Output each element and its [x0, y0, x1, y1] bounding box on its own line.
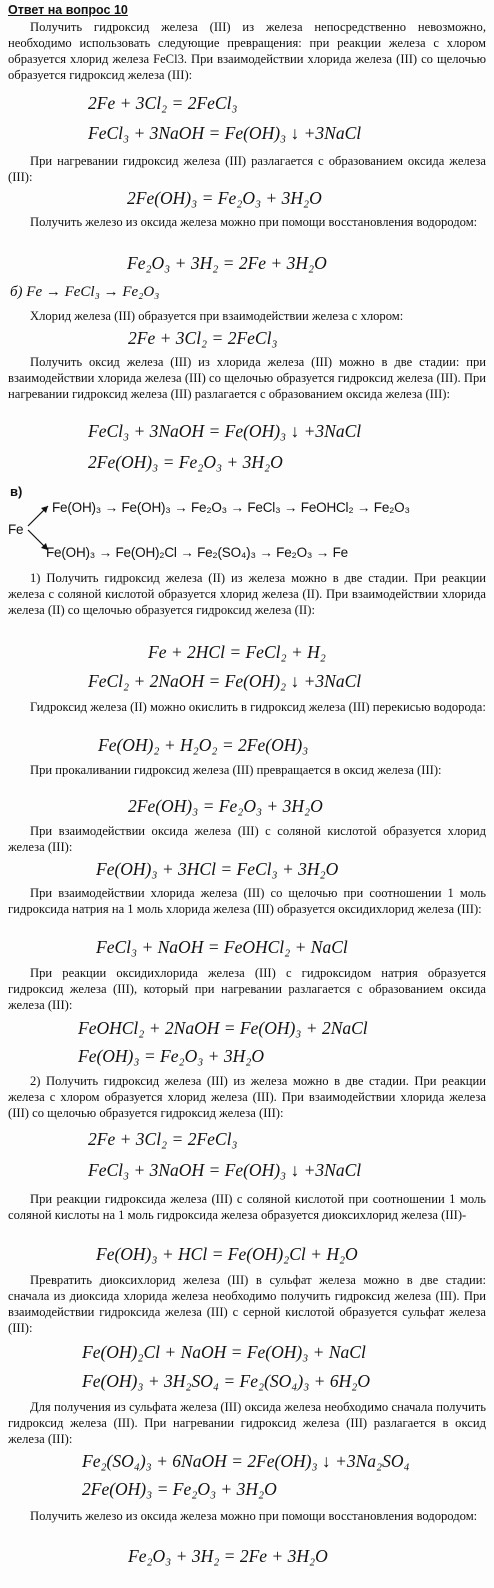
equation: Fe + 2HCl = FeCl₂ + H₂	[148, 642, 326, 662]
paragraph: При реакции гидроксида железа (III) с соляной кислотой при соотношении 1 моль соляной кислоты на 1 моль гидроксида железа образуется диоксихлорид железа (III)-	[8, 1192, 486, 1222]
paragraph: Хлорид железа (III) образуется при взаимодействии железа с хлором:	[30, 309, 404, 323]
equation: Fe(OH)₂Cl + NaOH = Fe(OH)₃ + NaCl	[82, 1342, 366, 1362]
paragraph: Получить оксид железа (III) из хлорида железа (III) можно в две стадии: при взаимодействии хлорида железа (III) со щелочью образуется гидроксид железа (III). При нагревании гидроксид железа (III) разлагается с образованием оксида железа (III):	[8, 355, 486, 401]
equation: Fe₂O₃ + 3H₂ = 2Fe + 3H₂O	[128, 1546, 328, 1566]
paragraph: При прокаливании гидроксид железа (III) превращается в оксид железа (III):	[30, 763, 442, 777]
paragraph: Для получения из сульфата железа (III) оксида железа необходимо сначала получить гидроксид железа (III). При нагревании гидроксид железа (III) разлагается в оксид железа (III):	[8, 1400, 486, 1446]
equation: FeCl₃ + NaOH = FeOHCl₂ + NaCl	[96, 937, 348, 957]
paragraph: 2) Получить гидроксид железа (III) из железа можно в две стадии. При реакции железа с хлором образуется хлорид железа (III). При взаимодействии хлорида железа (III) со щелочью образуется гидроксид железа (III):	[8, 1074, 486, 1120]
paragraph: При взаимодействии хлорида железа (III) со щелочью при соотношении 1 моль гидроксида натрия на 1 моль хлорида железа (III) образуется оксидихлорид железа (III):	[8, 886, 486, 916]
equation: Fe(OH)₃ + 3H₂SO₄ = Fe₂(SO₄)₃ + 6H₂O	[82, 1371, 370, 1391]
section-b-scheme: б) Fe → FeCl₃ → Fe₂O₃	[10, 284, 160, 300]
paragraph: При взаимодействии оксида железа (III) с соляной кислотой образуется хлорид железа (III):	[8, 824, 486, 854]
paragraph: Получить железо из оксида железа можно при помощи восстановления водородом:	[30, 1509, 478, 1523]
equation: 2Fe + 3Cl₂ = 2FeCl₃	[88, 93, 238, 113]
equation: 2Fe(OH)₃ = Fe₂O₃ + 3H₂O	[82, 1479, 277, 1499]
equation: Fe(OH)₂ + H₂O₂ = 2Fe(OH)₃	[98, 735, 309, 755]
equation: Fe₂O₃ + 3H₂ = 2Fe + 3H₂O	[127, 253, 327, 273]
paragraph: Превратить диоксихлорид железа (III) в сульфат железа можно в две стадии: сначала из диоксида хлорида железа необходимо получить гидроксид железа (III). При взаимодействии гидроксида железа (III) с серной кислотой образуется сульфат железа (III):	[8, 1273, 486, 1335]
equation: 2Fe + 3Cl₂ = 2FeCl₃	[128, 328, 278, 348]
equation: 2Fe + 3Cl₂ = 2FeCl₃	[88, 1129, 238, 1149]
equation: 2Fe(OH)₃ = Fe₂O₃ + 3H₂O	[88, 452, 283, 472]
equation: FeCl₃ + 3NaOH = Fe(OH)₃ ↓ +3NaCl	[88, 1160, 362, 1180]
equation: Fe₂(SO₄)₃ + 6NaOH = 2Fe(OH)₃ ↓ +3Na₂SO₄	[82, 1451, 410, 1471]
equation: FeOHCl₂ + 2NaOH = Fe(OH)₃ + 2NaCl	[78, 1018, 368, 1038]
scheme-bottom-chain: Fe(OH)₃ → Fe(OH)₂Cl → Fe₂(SO₄)₃ → Fe₂O₃ → Fe	[46, 545, 348, 560]
paragraph: Получить гидроксид железа (III) из железа непосредственно невозможно, необходимо использовать следующие превращения: при реакции железа с хлором образуется хлорид железа FeCl3. При взаимодействии хлорида железа (III) со щелочью образуется гидроксид железа (III):	[8, 20, 486, 82]
scheme-root: Fe	[8, 522, 24, 537]
equation: FeCl₃ + 3NaOH = Fe(OH)₃ ↓ +3NaCl	[88, 123, 362, 143]
equation: FeCl₂ + 2NaOH = Fe(OH)₂ ↓ +3NaCl	[88, 671, 362, 691]
paragraph: При реакции оксидихлорида железа (III) с гидроксидом натрия образуется гидроксид железа (III), который при нагревании разлагается с образованием оксида железа (III):	[8, 966, 486, 1012]
answer-title: Ответ на вопрос 10	[8, 3, 128, 17]
equation: 2Fe(OH)₃ = Fe₂O₃ + 3H₂O	[128, 796, 323, 816]
equation: Fe(OH)₃ + HCl = Fe(OH)₂Cl + H₂O	[96, 1244, 358, 1264]
paragraph: При нагревании гидроксид железа (III) разлагается с образованием оксида железа (III):	[8, 154, 486, 184]
equation: 2Fe(OH)₃ = Fe₂O₃ + 3H₂O	[127, 188, 322, 208]
equation: FeCl₃ + 3NaOH = Fe(OH)₃ ↓ +3NaCl	[88, 421, 362, 441]
equation: Fe(OH)₃ + 3HCl = FeCl₃ + 3H₂O	[96, 859, 339, 879]
paragraph: Получить железо из оксида железа можно при помощи восстановления водородом:	[30, 215, 478, 229]
paragraph: 1) Получить гидроксид железа (II) из железа можно в две стадии. При реакции железа с соляной кислотой образуется хлорид железа (II). При взаимодействии хлорида железа (II) со щелочью образуется гидроксид железа (II):	[8, 571, 486, 617]
section-v-label: в)	[10, 484, 23, 499]
paragraph: Гидроксид железа (II) можно окислить в гидроксид железа (III) перекисью водорода:	[30, 700, 486, 714]
scheme-top-chain: Fe(OH)₃ → Fe(OH)₃ → Fe₂O₃ → FeCl₃ → FeOHCl₂ → Fe₂O₃	[52, 500, 410, 515]
equation: Fe(OH)₃ = Fe₂O₃ + 3H₂O	[78, 1046, 264, 1066]
